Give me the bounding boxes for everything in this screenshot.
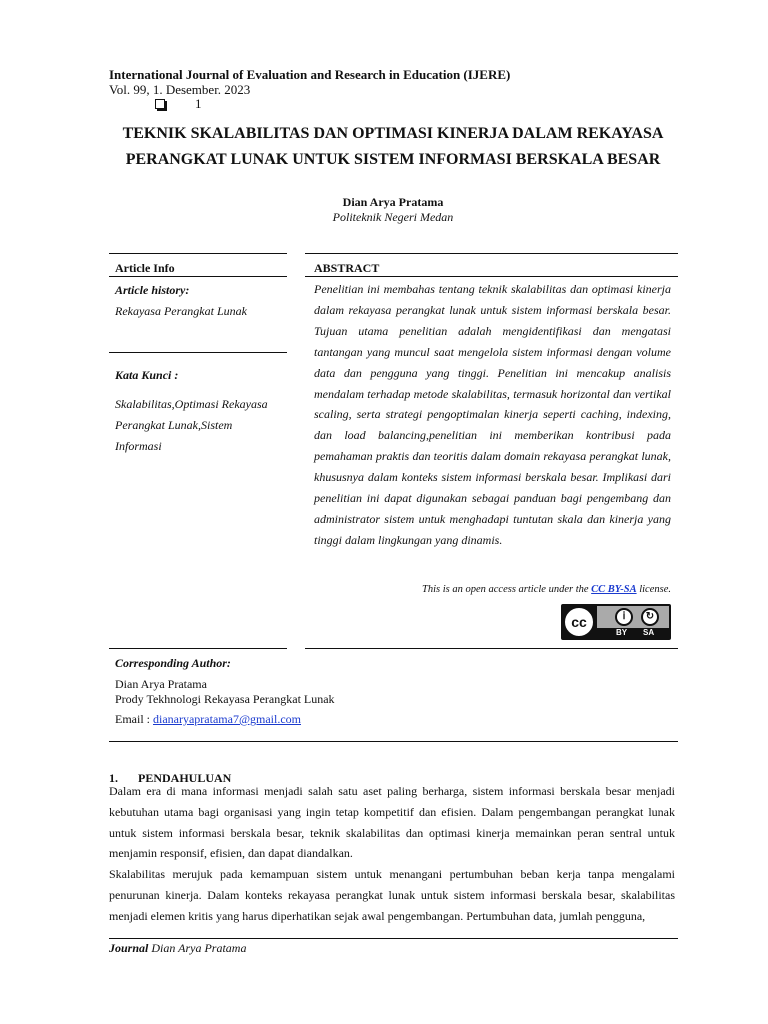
license-prefix: This is an open access article under the xyxy=(422,584,592,595)
license-suffix: license. xyxy=(636,584,671,595)
license-link[interactable]: CC BY-SA xyxy=(591,584,637,595)
abstract-top-rule xyxy=(305,253,678,254)
cc-by-sa-badge[interactable] xyxy=(561,604,671,640)
license-note xyxy=(422,584,671,595)
badge-by-label: BY xyxy=(616,628,628,637)
abstract-sub-rule xyxy=(305,276,678,277)
article-info-top-rule xyxy=(109,253,287,254)
journal-name: International Journal of Evaluation and Research in Education (IJERE) xyxy=(109,67,511,82)
corresponding-department: Prody Tekhnologi Rekayasa Perangkat Lunak xyxy=(115,692,335,706)
page-indicator xyxy=(155,96,202,112)
corresponding-label: Corresponding Author: xyxy=(115,656,231,670)
section1-paragraph-1: Dalam era di mana informasi menjadi salah satu aset paling berharga, sistem informasi berskala besar menjadi kebutuhan utama bagi organisasi yang ingin tetap kompetitif dan efisien. Dalam pengembangan perangkat lunak untuk sistem informasi berskala besar, teknik skalabilitas dan optimasi kinerja memainkan peran sentral untuk menjamin responsif, efisien, dan dapat diandalkan. xyxy=(109,784,675,861)
attribution-icon: 𝗂 xyxy=(615,608,633,626)
abstract-text: Penelitian ini membahas tentang teknik skalabilitas dan optimasi kinerja dalam rekayasa perangkat lunak untuk sistem informasi berskala besar. Tujuan utama penelitian adalah mengidentifikasi dan mengatasi tantangan yang muncul saat mengelola sistem informasi dengan volume data dan pengguna yang tinggi. Penelitian ini mencakup analisis mendalam terhadap metode skalabilitas, termasuk horizontal dan vertikal scaling, serta strategi pengoptimalan kinerja seperti caching, indexing, dan load balancing,penelitian ini memberikan kontribusi pada pemahaman praktis dan teoritis dalam domain rekayasa perangkat lunak, khususnya dalam konteks sistem informasi berskala besar. Implikasi dari penelitian ini dapat digunakan sebagai panduan bagi pengembang dan administrator sistem untuk menghadapi tuntutan skala dan kinerja yang tinggi dalam lingkungan yang dinamis. xyxy=(314,282,671,547)
article-history-label: Article history: xyxy=(115,283,190,297)
article-title-line1: TEKNIK SKALABILITAS DAN OPTIMASI KINERJA DALAM REKAYASA xyxy=(122,125,664,142)
cc-icon: cc xyxy=(563,606,595,638)
author-affiliation: Politeknik Negeri Medan xyxy=(332,210,454,224)
email-link[interactable]: dianaryapratama7@gmail.com xyxy=(153,712,301,726)
footer-rule xyxy=(109,938,678,939)
page-box-icon xyxy=(155,99,165,109)
page-number: 1 xyxy=(195,96,202,111)
article-info-heading: Article Info xyxy=(115,261,175,275)
keywords-rule xyxy=(109,352,287,353)
article-info-bottom-rule xyxy=(109,648,287,649)
section1-paragraph-2: Skalabilitas merujuk pada kemampuan sistem untuk menangani pertumbuhan beban kerja tanpa mengalami penurunan kinerja. Dalam konteks rekayasa perangkat lunak untuk sistem informasi berskala besar, skalabilitas menjadi elemen kritis yang harus diperhatikan sejak awal pengembangan. Pertumbuhan data, jumlah pengguna, xyxy=(109,867,675,923)
author-name: Dian Arya Pratama xyxy=(342,195,444,209)
email-label: Email : xyxy=(115,712,153,726)
article-title-line2: PERANGKAT LUNAK UNTUK SISTEM INFORMASI BERSKALA BESAR xyxy=(125,151,661,168)
corresponding-name: Dian Arya Pratama xyxy=(115,677,207,691)
share-alike-icon: ↻ xyxy=(641,608,659,626)
footer-journal-word: Journal xyxy=(109,941,149,955)
journal-volume: Vol. 99, 1. Desember. 2023 xyxy=(109,82,251,97)
section1-number: 1. xyxy=(109,771,118,785)
section1-title: PENDAHULUAN xyxy=(138,771,232,785)
corresponding-email-row xyxy=(115,712,301,727)
footer-author: Dian Arya Pratama xyxy=(148,941,247,955)
article-title xyxy=(100,121,686,173)
keywords-label: Kata Kunci : xyxy=(115,368,179,382)
abstract-heading: ABSTRACT xyxy=(314,261,380,275)
page-footer xyxy=(109,941,246,956)
keywords-value: Skalabilitas,Optimasi Rekayasa Perangkat Lunak,Sistem Informasi xyxy=(115,397,268,453)
badge-sa-label: SA xyxy=(643,628,655,637)
abstract-bottom-rule xyxy=(305,648,678,649)
article-history-value: Rekayasa Perangkat Lunak xyxy=(115,304,247,318)
corresponding-bottom-rule xyxy=(109,741,678,742)
article-info-sub-rule xyxy=(109,276,287,277)
